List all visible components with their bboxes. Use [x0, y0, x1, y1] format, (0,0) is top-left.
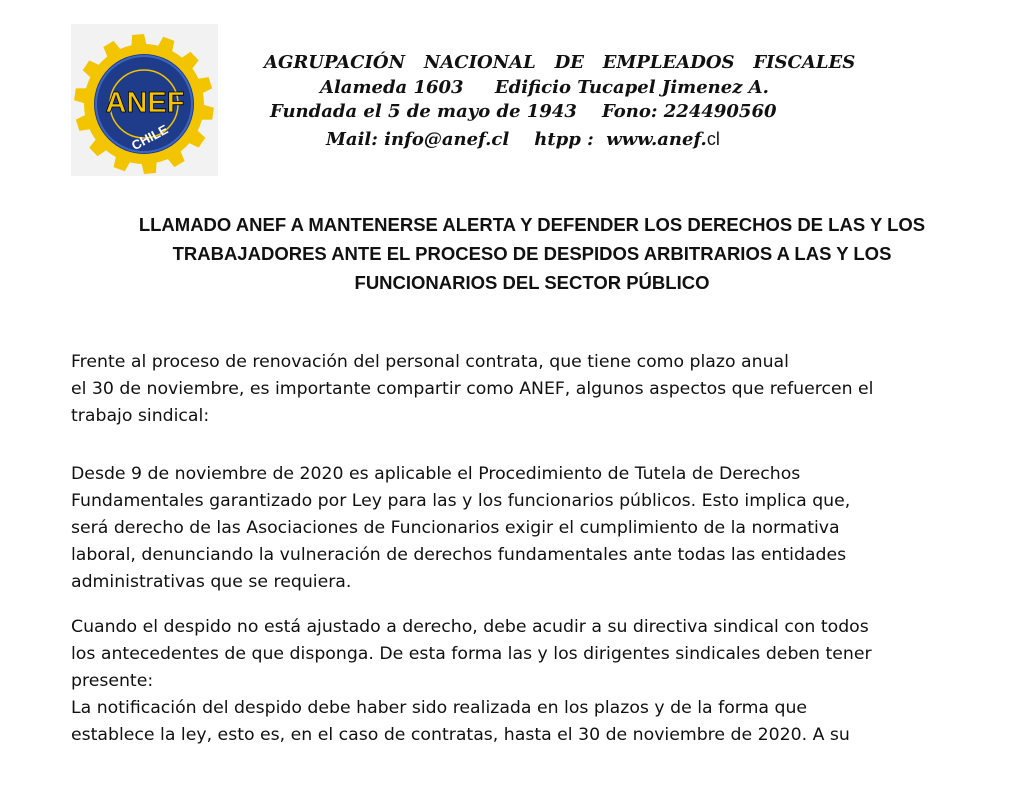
paragraph-line: laboral, denunciando la vulneración de derechos fundamentales ante todas las entidades	[71, 545, 847, 565]
paragraph-line: Fundamentales garantizado por Ley para las y los funcionarios públicos. Esto implica que,	[71, 491, 851, 511]
paragraph-line: La notificación del despido debe haber sido realizada en los plazos y de la forma que	[71, 698, 808, 718]
anef-logo	[71, 24, 218, 176]
title-line: LLAMADO ANEF A MANTENERSE ALERTA Y DEFENDER LOS DERECHOS DE LAS Y LOS	[138, 214, 926, 235]
paragraph-line: será derecho de las Asociaciones de Funcionarios exigir el cumplimiento de la normativa	[71, 518, 840, 538]
paragraph-intro	[71, 349, 971, 430]
paragraph-despido	[71, 614, 971, 749]
paragraph-line: el 30 de noviembre, es importante compartir como ANEF, algunos aspectos que refuercen el	[71, 379, 874, 399]
paragraph-line: trabajo sindical:	[71, 406, 210, 426]
paragraph-line: presente:	[71, 671, 154, 691]
document-title	[90, 210, 974, 297]
anef-gear-emblem	[71, 24, 218, 176]
org-mail-web: Mail: info@anef.cl htpp : www.anef.	[326, 129, 707, 150]
paragraph-line: Cuando el despido no está ajustado a derecho, debe acudir a su directiva sindical con todos	[71, 617, 869, 637]
paragraph-line: administrativas que se requiera.	[71, 572, 352, 592]
org-address: Alameda 1603 Edificio Tucapel Jimenez A.	[320, 77, 769, 98]
org-name: AGRUPACIÓN NACIONAL DE EMPLEADOS FISCALES	[264, 52, 856, 73]
paragraph-line: Desde 9 de noviembre de 2020 es aplicable el Procedimiento de Tutela de Derechos	[71, 464, 801, 484]
paragraph-line: establece la ley, esto es, en el caso de contratas, hasta el 30 de noviembre de 2020. A su	[71, 725, 850, 745]
paragraph-line: los antecedentes de que disponga. De esta forma las y los dirigentes sindicales deben tener	[71, 644, 872, 664]
paragraph-line: Frente al proceso de renovación del personal contrata, que tiene como plazo anual	[71, 352, 789, 372]
org-founded-phone: Fundada el 5 de mayo de 1943 Fono: 224490560	[270, 101, 777, 122]
logo-anef-text: ANEF	[105, 87, 185, 119]
title-line: TRABAJADORES ANTE EL PROCESO DE DESPIDOS ARBITRARIOS A LAS Y LOS	[172, 243, 892, 264]
org-contact-line	[326, 127, 1018, 152]
paragraph-tutela	[71, 461, 971, 596]
logo-chile-text: CHILE	[128, 121, 171, 154]
title-line: FUNCIONARIOS DEL SECTOR PÚBLICO	[354, 272, 710, 293]
org-web-tld: cl	[706, 129, 720, 149]
